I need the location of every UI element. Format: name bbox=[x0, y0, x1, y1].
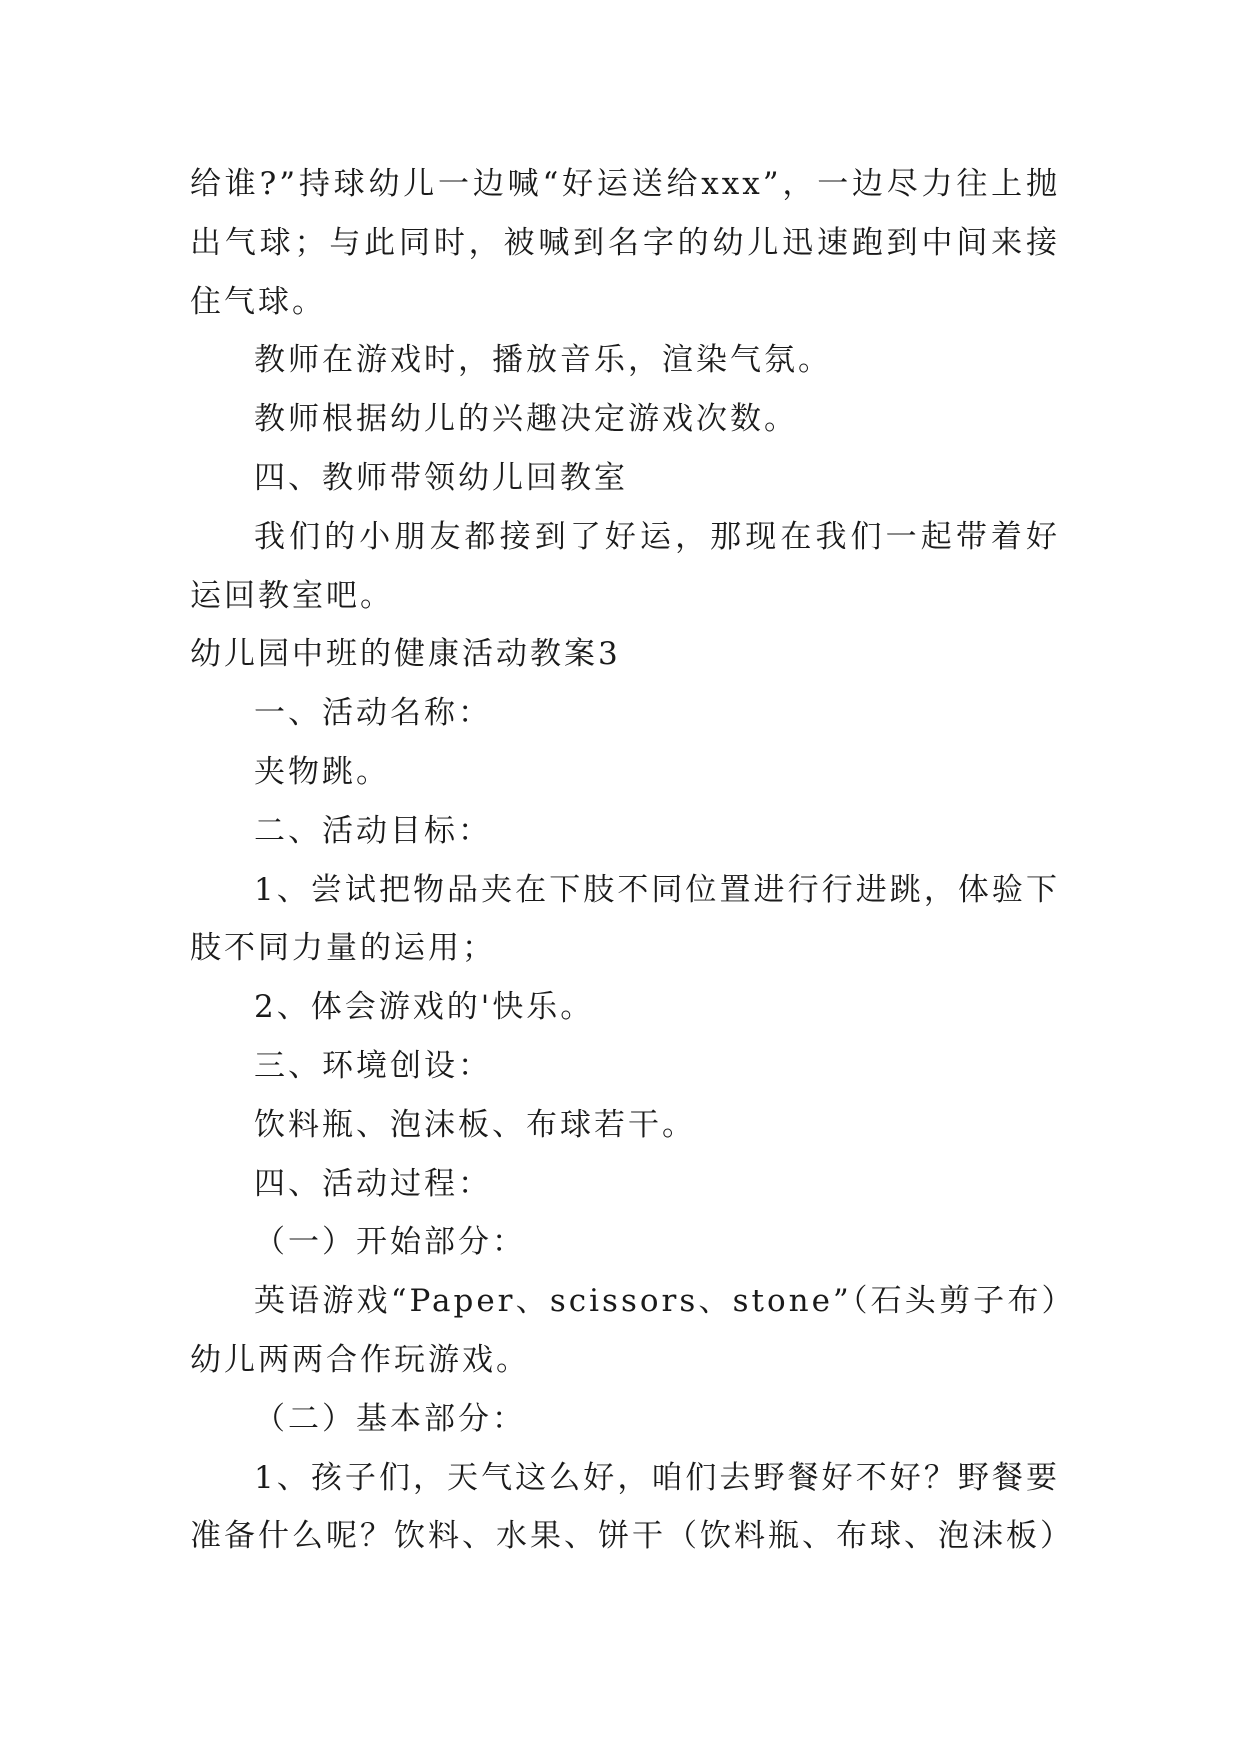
paragraph: 教师根据幼儿的兴趣决定游戏次数。 bbox=[254, 401, 798, 438]
section-heading: 一、活动名称： bbox=[254, 695, 492, 732]
section-heading: 二、活动目标： bbox=[254, 812, 492, 849]
subsection-heading: （二）基本部分： bbox=[254, 1400, 526, 1437]
section-heading: 三、环境创设： bbox=[254, 1047, 492, 1084]
paragraph: 饮料瓶、泡沫板、布球若干。 bbox=[254, 1106, 696, 1143]
paragraph: 我们的小朋友都接到了好运，那现在我们一起带着好运回教室吧。 bbox=[190, 518, 1060, 614]
paragraph: 给谁?”持球幼儿一边喊“好运送给xxx”，一边尽力往上抛出气球；与此同时，被喊到名字的幼儿迅速跑到中间来接住气球。 bbox=[190, 166, 1060, 320]
paragraph: 英语游戏“Paper、scissors、stone”（石头剪子布）幼儿两两合作玩游戏。 bbox=[190, 1283, 1060, 1378]
list-item: 2、体会游戏的'快乐。 bbox=[254, 989, 595, 1026]
paragraph: 教师在游戏时，播放音乐，渲染气氛。 bbox=[254, 342, 832, 379]
document-body bbox=[190, 155, 1074, 1566]
paragraph: 夹物跳。 bbox=[254, 753, 390, 790]
section-heading: 四、教师带领幼儿回教室 bbox=[254, 459, 628, 496]
subsection-heading: （一）开始部分： bbox=[254, 1224, 526, 1261]
list-item: 1、孩子们，天气这么好，咱们去野餐好不好？野餐要准备什么呢？饮料、水果、饼干（饮料瓶、布球、泡沫板） bbox=[190, 1459, 1074, 1555]
list-item: 1、尝试把物品夹在下肢不同位置进行行进跳，体验下肢不同力量的运用； bbox=[190, 871, 1060, 967]
document-title: 幼儿园中班的健康活动教案3 bbox=[190, 636, 621, 673]
section-heading: 四、活动过程： bbox=[254, 1165, 492, 1202]
